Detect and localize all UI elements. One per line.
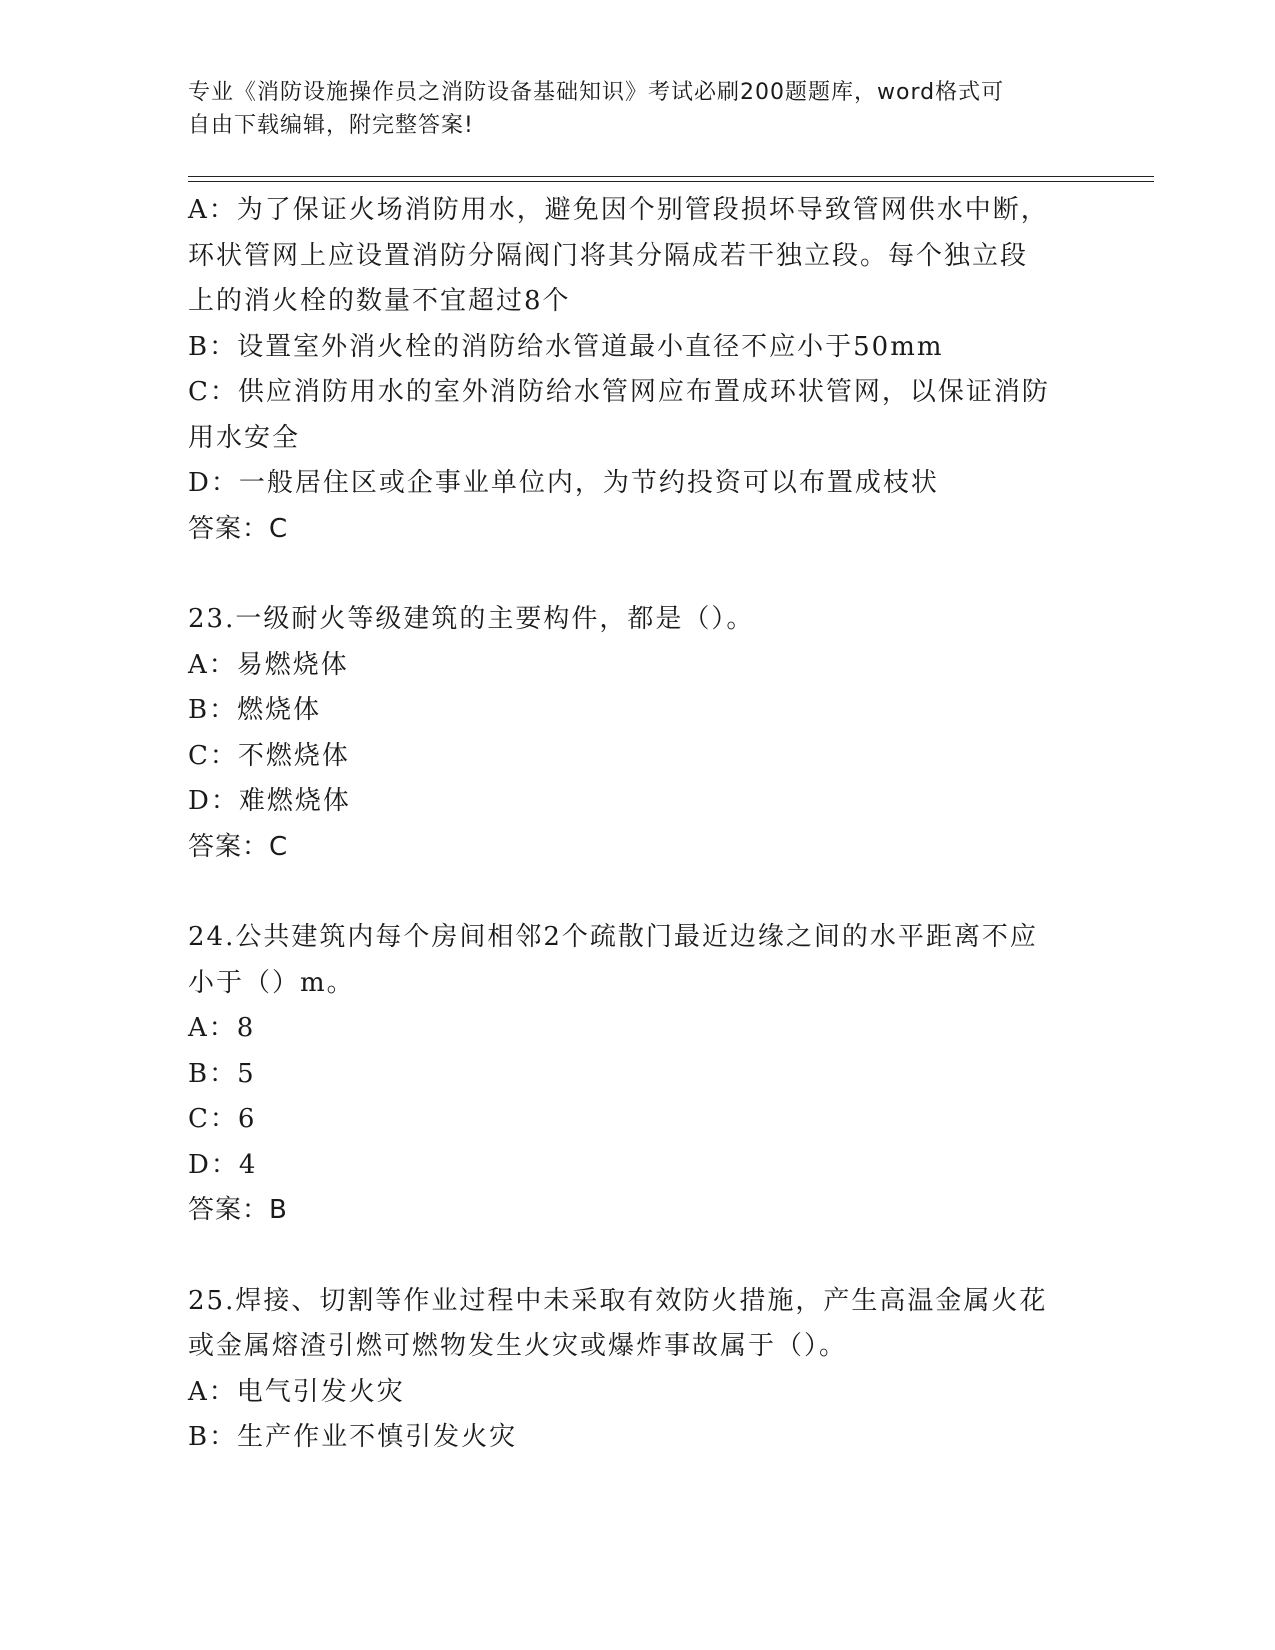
answer: 答案：C: [188, 831, 289, 862]
option-a-line-2: 环状管网上应设置消防分隔阀门将其分隔成若干独立段。每个独立段: [188, 240, 1029, 271]
question-stem-line-2: 小于（）m。: [188, 967, 355, 998]
option-a-line-3: 上的消火栓的数量不宜超过8个: [188, 286, 571, 316]
question-25: [188, 1279, 1088, 1461]
header-divider-bottom: [188, 181, 1154, 182]
question-22: [188, 188, 1088, 552]
header-divider-top: [188, 176, 1154, 177]
question-stem-line-1: 25.焊接、切割等作业过程中未采取有效防火措施，产生高温金属火花: [188, 1285, 1048, 1316]
question-stem-line-1: 24.公共建筑内每个房间相邻2个疏散门最近边缘之间的水平距离不应: [188, 922, 1038, 952]
spacer: [188, 552, 1088, 597]
option-c: C：6: [188, 1104, 257, 1134]
option-b: B：设置室外消火栓的消防给水管道最小直径不应小于50mm: [188, 331, 944, 362]
option-b: B：燃烧体: [188, 695, 322, 725]
option-b: B：5: [188, 1058, 256, 1089]
option-a: A：电气引发火灾: [188, 1376, 405, 1407]
spacer: [188, 870, 1088, 915]
header-line-1: 专业《消防设施操作员之消防设备基础知识》考试必刷200题题库，word格式可: [188, 80, 1005, 105]
header-line-2: 自由下载编辑，附完整答案!: [188, 113, 474, 138]
option-d: D：一般居住区或企事业单位内，为节约投资可以布置成枝状: [188, 468, 939, 498]
answer: 答案：B: [188, 1195, 288, 1225]
option-c: C：不燃烧体: [188, 740, 350, 771]
option-b: B：生产作业不慎引发火灾: [188, 1422, 518, 1452]
question-stem-line-2: 或金属熔渣引燃可燃物发生火灾或爆炸事故属于（）。: [188, 1331, 848, 1361]
option-a: A：易燃烧体: [188, 649, 349, 680]
option-c-line-2: 用水安全: [188, 422, 301, 453]
document-header: [188, 76, 1068, 142]
option-d: D：难燃烧体: [188, 786, 351, 816]
option-a: A：8: [188, 1013, 256, 1043]
question-stem: 23.一级耐火等级建筑的主要构件，都是（）。: [188, 604, 755, 634]
spacer: [188, 1234, 1088, 1279]
option-d: D：4: [188, 1149, 258, 1180]
question-list: [188, 188, 1088, 1461]
question-24: [188, 915, 1088, 1234]
option-a-line-1: A：为了保证火场消防用水，避免因个别管段损坏导致管网供水中断，: [188, 195, 1049, 225]
answer: 答案：C: [188, 513, 289, 544]
question-23: [188, 597, 1088, 870]
option-c-line-1: C：供应消防用水的室外消防给水管网应布置成环状管网，以保证消防: [188, 377, 1050, 407]
